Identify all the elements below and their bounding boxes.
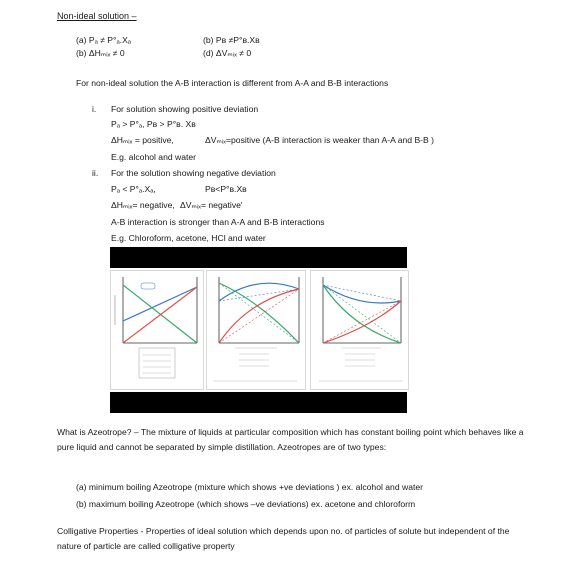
positive-title: For solution showing positive deviation xyxy=(111,104,259,114)
colligative-paragraph: Colligative Properties - Properties of ideal solution which depends upon no. of particles of solute but independent of the nature of particle are called colligative property xyxy=(57,526,510,551)
condition-b-left: (b) ΔHₘᵢₓ ≠ 0 xyxy=(76,48,125,58)
azeotrope-type-a: (a) minimum boiling Azeotrope (mixture which shows +ve deviations ) ex. alcohol and water xyxy=(76,482,424,492)
section-heading: Non-ideal solution – xyxy=(57,11,137,21)
condition-d: (d) ΔVₘᵢₓ ≠ 0 xyxy=(203,48,252,58)
negative-interaction: A-B interaction is stronger than A-A and B-B interactions xyxy=(111,217,325,227)
list-num-i: i. xyxy=(92,104,97,114)
figure-bottom-bar xyxy=(110,392,407,413)
condition-b-right: (b) Pʙ ≠P°ʙ.Xʙ xyxy=(203,35,260,45)
positive-pressure: Pₐ > P°ₐ, Pʙ > P°ʙ. Xʙ xyxy=(111,119,196,129)
graph-positive-deviation xyxy=(206,270,306,390)
azeotrope-type-b: (b) maximum boiling Azeotrope (which shows –ve deviations) ex. acetone and chloroform xyxy=(76,499,416,509)
negative-title: For the solution showing negative deviation xyxy=(111,168,276,178)
intro-text: For non-ideal solution the A-B interaction is different from A-A and B-B interactions xyxy=(76,78,389,88)
azeotrope-paragraph: What is Azeotrope? – The mixture of liquids at particular composition which has constant boiling point which behaves like a pure liquid and cannot be separated by simple distillation. Azeotropes are of two types: xyxy=(57,427,524,452)
negative-example: E.g. Chloroform, acetone, HCl and water xyxy=(111,233,266,243)
negative-volume: ΔVₘᵢₓ= negative' xyxy=(180,200,243,210)
negative-pressure-b: Pʙ<P°ʙ.Xʙ xyxy=(205,184,247,194)
positive-enthalpy: ΔHₘᵢₓ = positive, xyxy=(111,135,174,145)
positive-example: E.g. alcohol and water xyxy=(111,152,197,162)
list-num-ii: ii. xyxy=(92,168,99,178)
condition-a: (a) Pₐ ≠ P°ₐ.Xₐ xyxy=(76,35,131,45)
graph-negative-deviation xyxy=(310,270,409,390)
negative-pressure-a: Pₐ < P°ₐ.Xₐ, xyxy=(111,184,156,194)
negative-enthalpy: ΔHₘᵢₓ= negative, xyxy=(111,200,175,210)
graph-ideal xyxy=(110,270,204,390)
positive-volume: ΔVₘᵢₓ=positive (A-B interaction is weaker than A-A and B-B ) xyxy=(205,135,435,145)
figure-top-bar xyxy=(110,247,407,268)
